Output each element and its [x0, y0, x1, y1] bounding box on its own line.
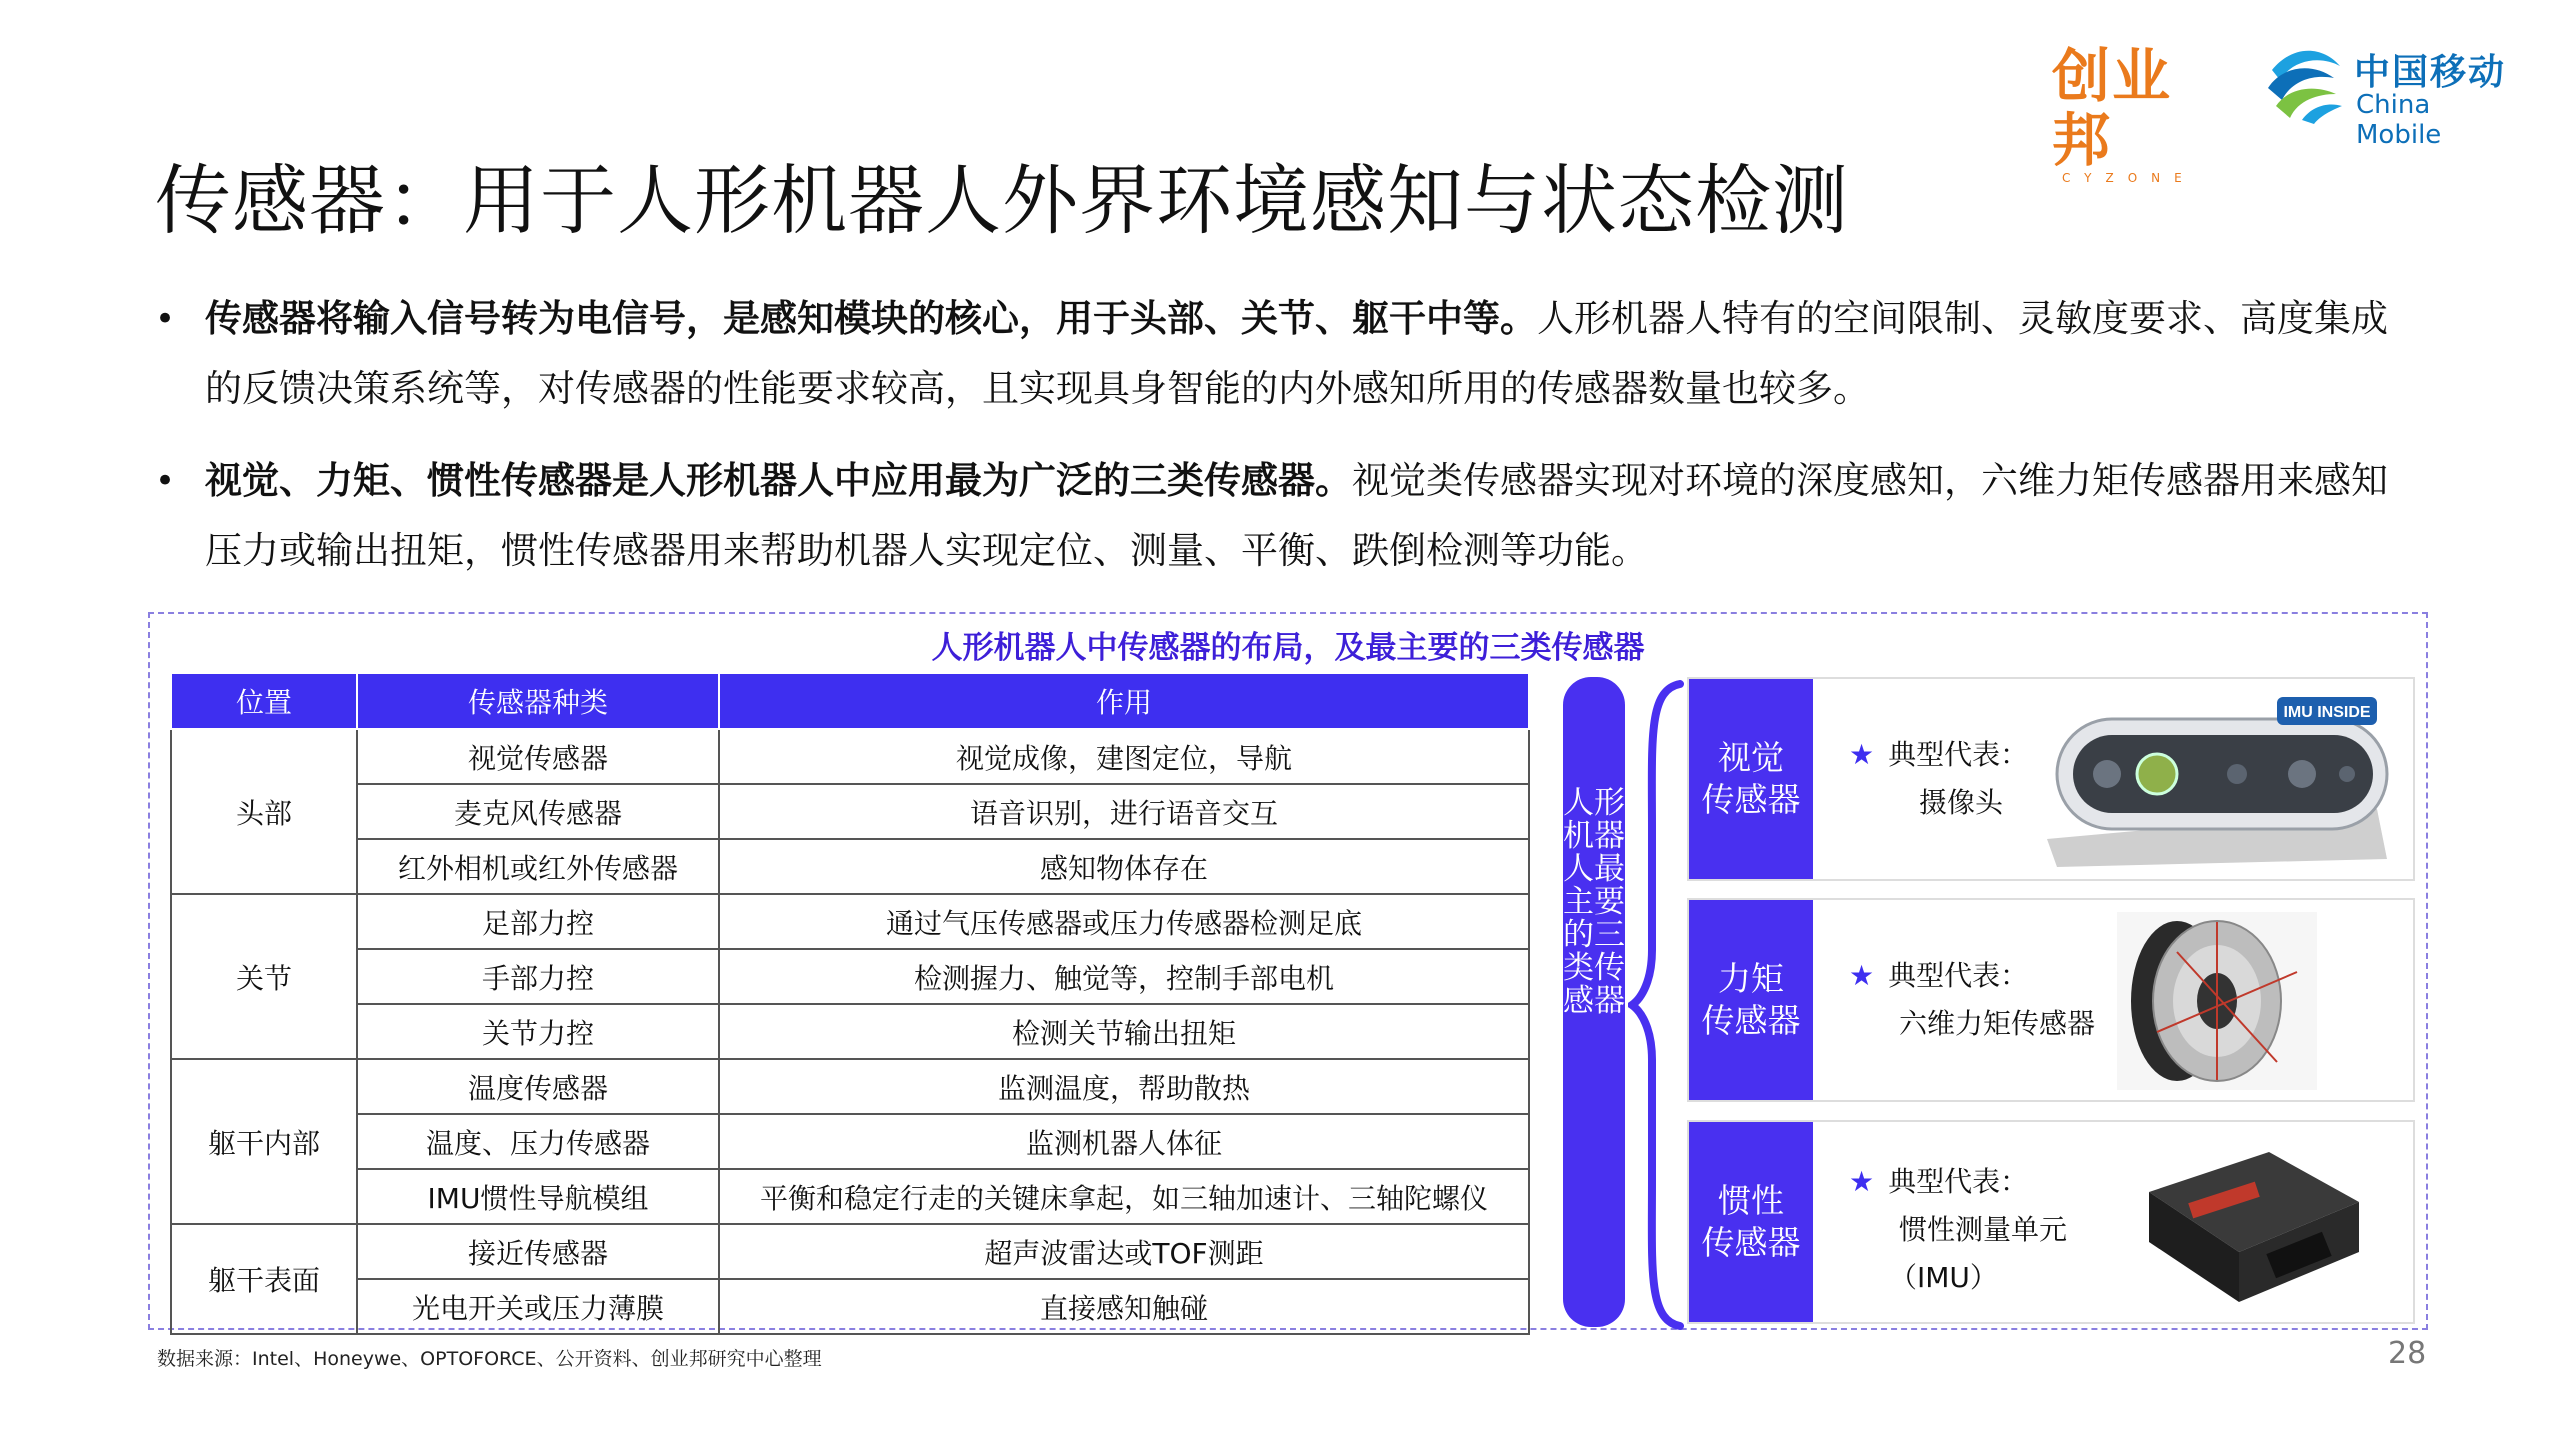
column-header: 位置 — [171, 673, 357, 729]
curly-brace-icon — [1628, 680, 1688, 1330]
function-cell: 感知物体存在 — [719, 839, 1529, 894]
position-cell: 头部 — [171, 729, 357, 894]
card-label-line: 视觉 — [1718, 738, 1784, 777]
panel-title: 人形机器人中传感器的布局，及最主要的三类传感器 — [931, 630, 1645, 666]
function-cell: 视觉成像，建图定位，导航 — [719, 729, 1529, 784]
bullet-bold-text: 传感器将输入信号转为电信号，是感知模块的核心，用于头部、关节、躯干中等。 — [205, 297, 1537, 340]
source-note: 数据来源：Intel、Honeywe、OPTOFORCE、公开资料、创业邦研究中心整理 — [157, 1348, 822, 1370]
position-cell: 躯干表面 — [171, 1224, 357, 1334]
table-row — [171, 839, 1529, 894]
card-desc-line: 惯性测量单元 — [1899, 1213, 2068, 1246]
bullet-dot-icon: • — [155, 299, 176, 339]
vertical-category-bar — [1563, 677, 1625, 1327]
table-row — [171, 894, 1529, 949]
card-label — [1689, 1122, 1813, 1322]
table-row — [171, 1004, 1529, 1059]
bullet-dot-icon: • — [155, 461, 176, 501]
card-label-line: 力矩 — [1718, 959, 1784, 998]
position-cell: 关节 — [171, 894, 357, 1059]
bullet-text: 人形机器人特有的空间限制、灵敏度要求、高度集成的反馈决策系统等，对传感器的性能要求较高，且实现具身智能的内外感知所用的传感器数量也较多。 — [205, 297, 2388, 410]
depth-camera-image — [2037, 689, 2401, 871]
page-title: 传感器：用于人形机器人外界环境感知与状态检测 — [155, 156, 1849, 245]
card-desc — [1849, 1158, 2067, 1302]
page-number: 28 — [2388, 1336, 2427, 1371]
function-cell: 超声波雷达或TOF测距 — [719, 1224, 1529, 1279]
star-icon: ★ — [1849, 959, 1875, 992]
function-cell: 检测关节输出扭矩 — [719, 1004, 1529, 1059]
bullet-bold-text: 视觉、力矩、惯性传感器是人形机器人中应用最为广泛的三类传感器。 — [205, 459, 1352, 502]
table-row — [171, 1114, 1529, 1169]
function-cell: 检测握力、触觉等，控制手部电机 — [719, 949, 1529, 1004]
sensor-type-cell: 足部力控 — [357, 894, 719, 949]
bullet-text: 视觉类传感器实现对环境的深度感知，六维力矩传感器用来感知压力或输出扭矩，惯性传感器用来帮助机器人实现定位、测量、平衡、跌倒检测等功能。 — [205, 459, 2388, 572]
function-cell: 监测机器人体征 — [719, 1114, 1529, 1169]
star-icon: ★ — [1849, 1165, 1875, 1198]
table-row — [171, 1279, 1529, 1334]
card-desc-line: 六维力矩传感器 — [1899, 1007, 2096, 1040]
sensor-type-cell: 红外相机或红外传感器 — [357, 839, 719, 894]
card-desc — [1849, 731, 2028, 827]
china-mobile-emblem-icon — [2262, 40, 2346, 124]
card-desc-line: 摄像头 — [1919, 786, 2004, 819]
sensor-type-cell: 视觉传感器 — [357, 729, 719, 784]
column-header: 作用 — [719, 673, 1529, 729]
table-row — [171, 1224, 1529, 1279]
function-cell: 语音识别，进行语音交互 — [719, 784, 1529, 839]
function-cell: 监测温度，帮助散热 — [719, 1059, 1529, 1114]
china-mobile-logo-cn: 中国移动 — [2354, 52, 2507, 93]
card-desc-line: 典型代表： — [1888, 959, 2029, 992]
card-label — [1689, 679, 1813, 879]
cyzone-logo-cn: 创业邦 — [2052, 42, 2173, 174]
imu-unit-image — [2119, 1132, 2379, 1316]
sensor-type-cell: 麦克风传感器 — [357, 784, 719, 839]
sensor-type-cell: 温度传感器 — [357, 1059, 719, 1114]
china-mobile-logo-en: China Mobile — [2356, 90, 2442, 150]
china-mobile-logo — [2262, 40, 2522, 150]
function-cell: 通过气压传感器或压力传感器检测足底 — [719, 894, 1529, 949]
star-icon: ★ — [1849, 738, 1875, 771]
vertical-category-label: 人形机器人最主要的三类传感器 — [1563, 785, 1625, 1019]
sensor-card-vision — [1687, 677, 2415, 881]
card-desc-line: 典型代表： — [1888, 738, 2029, 771]
card-desc — [1849, 952, 2095, 1048]
position-cell: 躯干内部 — [171, 1059, 357, 1224]
sensor-type-cell: 光电开关或压力薄膜 — [357, 1279, 719, 1334]
sensor-table — [170, 672, 1530, 1335]
table-row — [171, 949, 1529, 1004]
table-row — [171, 784, 1529, 839]
sensor-type-cell: IMU惯性导航模组 — [357, 1169, 719, 1224]
column-header: 传感器种类 — [357, 673, 719, 729]
cyzone-logo — [2052, 42, 2222, 185]
card-label — [1689, 900, 1813, 1100]
cyzone-logo-en: CYZONE — [2062, 171, 2196, 185]
sensor-card-inertial — [1687, 1120, 2415, 1324]
card-label-line: 传感器 — [1701, 1001, 1801, 1040]
bullet-item — [155, 446, 2415, 586]
card-desc-line: （IMU） — [1889, 1261, 1998, 1294]
table-row — [171, 729, 1529, 784]
card-label-line: 传感器 — [1701, 780, 1801, 819]
function-cell: 平衡和稳定行走的关键床拿起，如三轴加速计、三轴陀螺仪 — [719, 1169, 1529, 1224]
bullet-list — [155, 284, 2415, 608]
card-label-line: 惯性 — [1718, 1181, 1784, 1220]
sensor-type-cell: 温度、压力传感器 — [357, 1114, 719, 1169]
table-header-row — [171, 673, 1529, 729]
card-desc-line: 典型代表： — [1888, 1165, 2029, 1198]
table-row — [171, 1169, 1529, 1224]
bullet-item — [155, 284, 2415, 424]
sensor-type-cell: 接近传感器 — [357, 1224, 719, 1279]
imu-badge-text: IMU INSIDE — [2283, 704, 2371, 721]
six-axis-torque-sensor-image — [2117, 912, 2317, 1090]
table-row — [171, 1059, 1529, 1114]
sensor-type-cell: 关节力控 — [357, 1004, 719, 1059]
card-label-line: 传感器 — [1701, 1223, 1801, 1262]
sensor-card-torque — [1687, 898, 2415, 1102]
sensor-type-cell: 手部力控 — [357, 949, 719, 1004]
function-cell: 直接感知触碰 — [719, 1279, 1529, 1334]
